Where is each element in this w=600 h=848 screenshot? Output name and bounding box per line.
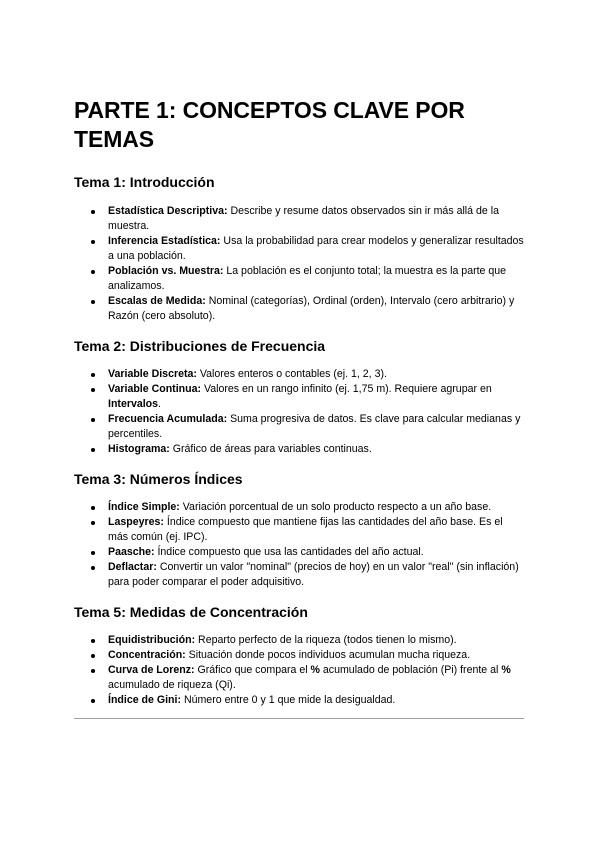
term-emphasis: Intervalos bbox=[108, 398, 159, 410]
term-emphasis: % bbox=[310, 664, 320, 676]
bullet-list bbox=[74, 204, 524, 324]
term-description: Valores en un rango infinito (ej. 1,75 m). Requiere agrupar en bbox=[201, 383, 492, 395]
term-description: Índice compuesto que usa las cantidades del año actual. bbox=[154, 546, 424, 558]
term-label: Inferencia Estadística: bbox=[108, 235, 221, 247]
term-label: Variable Discreta: bbox=[108, 368, 197, 380]
term-label: Índice Simple: bbox=[108, 501, 180, 513]
term-label: Equidistribución: bbox=[108, 634, 196, 646]
section-tema-1 bbox=[74, 173, 524, 324]
list-item bbox=[74, 648, 524, 663]
list-item bbox=[74, 633, 524, 648]
term-label: Laspeyres: bbox=[108, 516, 164, 528]
section-tema-2 bbox=[74, 337, 524, 457]
term-label: Población vs. Muestra: bbox=[108, 265, 224, 277]
term-description: Reparto perfecto de la riqueza (todos tienen lo mismo). bbox=[195, 634, 457, 646]
term-description: Convertir un valor "nominal" (precios de hoy) en un valor "real" (sin inflación) para poder comparar el poder adquisitivo. bbox=[108, 561, 519, 588]
term-label: Índice de Gini: bbox=[108, 694, 181, 706]
list-item bbox=[74, 693, 524, 708]
bullet-list bbox=[74, 367, 524, 457]
term-label: Estadística Descriptiva: bbox=[108, 205, 228, 217]
list-item bbox=[74, 545, 524, 560]
list-item bbox=[74, 234, 524, 264]
term-description: Nominal (categorías), Ordinal (orden), Intervalo (cero arbitrario) y Razón (cero absoluto). bbox=[108, 295, 515, 322]
horizontal-divider bbox=[74, 718, 524, 719]
term-label: Variable Continua: bbox=[108, 383, 202, 395]
term-description-end: . bbox=[158, 398, 161, 410]
term-description: Describe y resume datos observados sin ir más allá de la muestra. bbox=[108, 205, 499, 232]
term-description: La población es el conjunto total; la muestra es la parte que analizamos. bbox=[108, 265, 507, 292]
term-description-middle: acumulado de población (Pi) frente al bbox=[319, 664, 502, 676]
term-label: Curva de Lorenz: bbox=[108, 664, 195, 676]
list-item bbox=[74, 442, 524, 457]
bullet-list bbox=[74, 633, 524, 708]
list-item bbox=[74, 515, 524, 545]
list-item bbox=[74, 412, 524, 442]
list-item bbox=[74, 382, 524, 412]
list-item bbox=[74, 367, 524, 382]
list-item bbox=[74, 663, 524, 693]
term-label: Frecuencia Acumulada: bbox=[108, 413, 228, 425]
term-description: Gráfico que compara el bbox=[194, 664, 311, 676]
term-label: Deflactar: bbox=[108, 561, 157, 573]
term-label: Histograma: bbox=[108, 443, 170, 455]
bullet-list bbox=[74, 500, 524, 590]
section-heading: Tema 5: Medidas de Concentración bbox=[74, 604, 308, 620]
term-description: Usa la probabilidad para crear modelos y generalizar resultados a una población. bbox=[108, 235, 524, 262]
term-label: Escalas de Medida: bbox=[108, 295, 206, 307]
term-label: Paasche: bbox=[108, 546, 155, 558]
term-description: Situación donde pocos individuos acumulan mucha riqueza. bbox=[185, 649, 471, 661]
list-item bbox=[74, 500, 524, 515]
term-description: Gráfico de áreas para variables continuas. bbox=[169, 443, 372, 455]
document-page bbox=[74, 96, 524, 708]
section-heading: Tema 3: Números Índices bbox=[74, 471, 243, 487]
document-title: PARTE 1: CONCEPTOS CLAVE POR TEMAS bbox=[74, 97, 465, 152]
term-description: Valores enteros o contables (ej. 1, 2, 3). bbox=[196, 368, 387, 380]
list-item bbox=[74, 204, 524, 234]
term-description: Número entre 0 y 1 que mide la desigualdad. bbox=[181, 694, 396, 706]
term-label: Concentración: bbox=[108, 649, 186, 661]
section-tema-3 bbox=[74, 470, 524, 590]
term-description-end: acumulado de riqueza (Qi). bbox=[108, 679, 236, 691]
term-description: Variación porcentual de un solo producto respecto a un año base. bbox=[179, 501, 492, 513]
term-description: Suma progresiva de datos. Es clave para calcular medianas y percentiles. bbox=[108, 413, 521, 440]
section-heading: Tema 1: Introducción bbox=[74, 174, 215, 190]
list-item bbox=[74, 264, 524, 294]
list-item bbox=[74, 560, 524, 590]
term-emphasis: % bbox=[501, 664, 511, 676]
term-description: Índice compuesto que mantiene fijas las cantidades del año base. Es el más común (ej. IPC). bbox=[108, 516, 503, 543]
section-tema-5 bbox=[74, 603, 524, 708]
section-heading: Tema 2: Distribuciones de Frecuencia bbox=[74, 338, 326, 354]
list-item bbox=[74, 294, 524, 324]
